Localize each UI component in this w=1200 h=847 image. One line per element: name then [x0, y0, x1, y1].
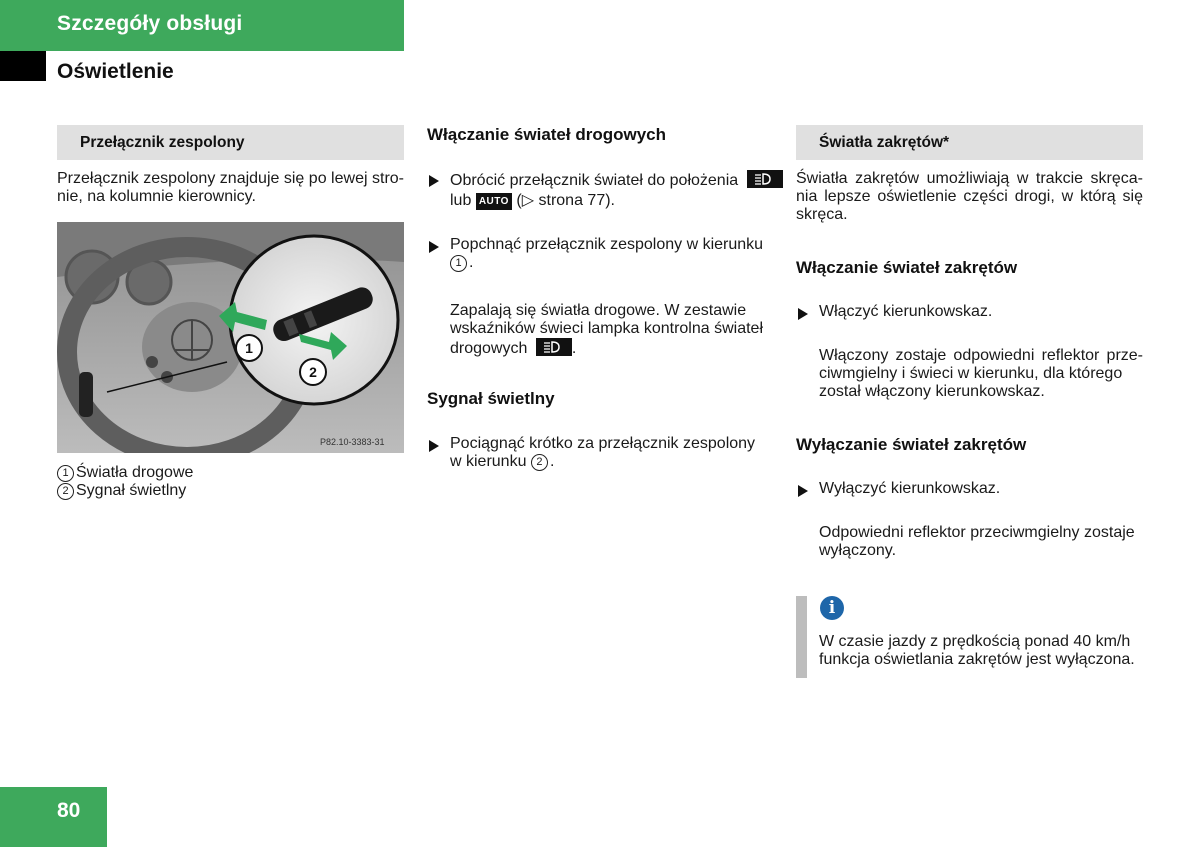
heading-high-beam-on: Włączanie świateł drogowych: [427, 125, 667, 144]
chapter-title: Szczegóły obsługi: [57, 12, 243, 35]
step-turn-switch: Obrócić przełącznik świateł do położenia lub AUTO (▷ strona 77).: [427, 170, 774, 210]
intro-paragraph: Przełącznik zespolony znajduje się po lewej stro- nie, na kolumnie kierownicy.: [57, 170, 404, 205]
cornering-intro: Światła zakrętów umożliwiają w trakcie skręca- nia lepsze oświetlenie części drogi, w którą się skręca.: [796, 170, 1143, 223]
bullet-arrow-icon: [429, 175, 439, 187]
heading-cornering-on: Włączanie świateł zakrętów: [796, 258, 1018, 277]
high-beam-result-text: Zapalają się światła drogowe. W zestawie wskaźników świeci lampka kontrolna świateł drogowych .: [450, 302, 764, 357]
heading-cornering-off: Wyłączanie świateł zakrętów: [796, 435, 1027, 454]
legend-item-2: 2 Sygnał świetlny: [57, 482, 404, 500]
section-title: Oświetlenie: [57, 60, 174, 83]
info-note: W czasie jazdy z prędkością ponad 40 km/h funkcja oświetlania zakrętów jest wyłączona.: [819, 633, 1135, 668]
box-title-cornering-lights: Światła zakrętów*: [796, 125, 1143, 160]
figure-callout-1: 1: [245, 340, 253, 356]
bullet-arrow-icon: [798, 485, 808, 497]
info-icon: i: [820, 596, 844, 620]
bullet-arrow-icon: [429, 440, 439, 452]
note-bar: [796, 596, 807, 678]
cornering-off-result: Odpowiedni reflektor przeciwmgielny zostaje wyłączony.: [819, 524, 1135, 559]
legend-item-1: 1 Światła drogowe: [57, 464, 404, 482]
high-beam-symbol-icon: [747, 170, 783, 188]
step-pull-switch: Pociągnąć krótko za przełącznik zespolony w kierunku 2 .: [427, 435, 774, 471]
page-number-box: [0, 787, 107, 847]
step-push-switch: Popchnąć przełącznik zespolony w kierunku 1 .: [427, 236, 774, 272]
heading-headlamp-flasher: Sygnał świetlny: [427, 389, 555, 408]
high-beam-indicator-icon: [536, 338, 572, 356]
bullet-arrow-icon: [429, 241, 439, 253]
step-indicator-off: Wyłączyć kierunkowskaz.: [796, 480, 1143, 498]
section-marker: [0, 51, 46, 81]
figure-callout-2: 2: [309, 364, 317, 380]
step-indicator-on: Włączyć kierunkowskaz.: [796, 303, 1143, 321]
cornering-on-result: Włączony zostaje odpowiedni reflektor prze- ciwmgielny i świeci w kierunku, dla którego został włączony kierunkowskaz.: [819, 347, 1143, 400]
combination-switch-figure: [57, 222, 404, 453]
figure-code: P82.10-3383-31: [320, 437, 385, 447]
figure-legend: [57, 464, 404, 500]
page-number: 80: [57, 799, 81, 822]
bullet-arrow-icon: [798, 308, 808, 320]
box-title-combination-switch: Przełącznik zespolony: [57, 125, 404, 160]
auto-symbol-icon: AUTO: [476, 193, 512, 210]
